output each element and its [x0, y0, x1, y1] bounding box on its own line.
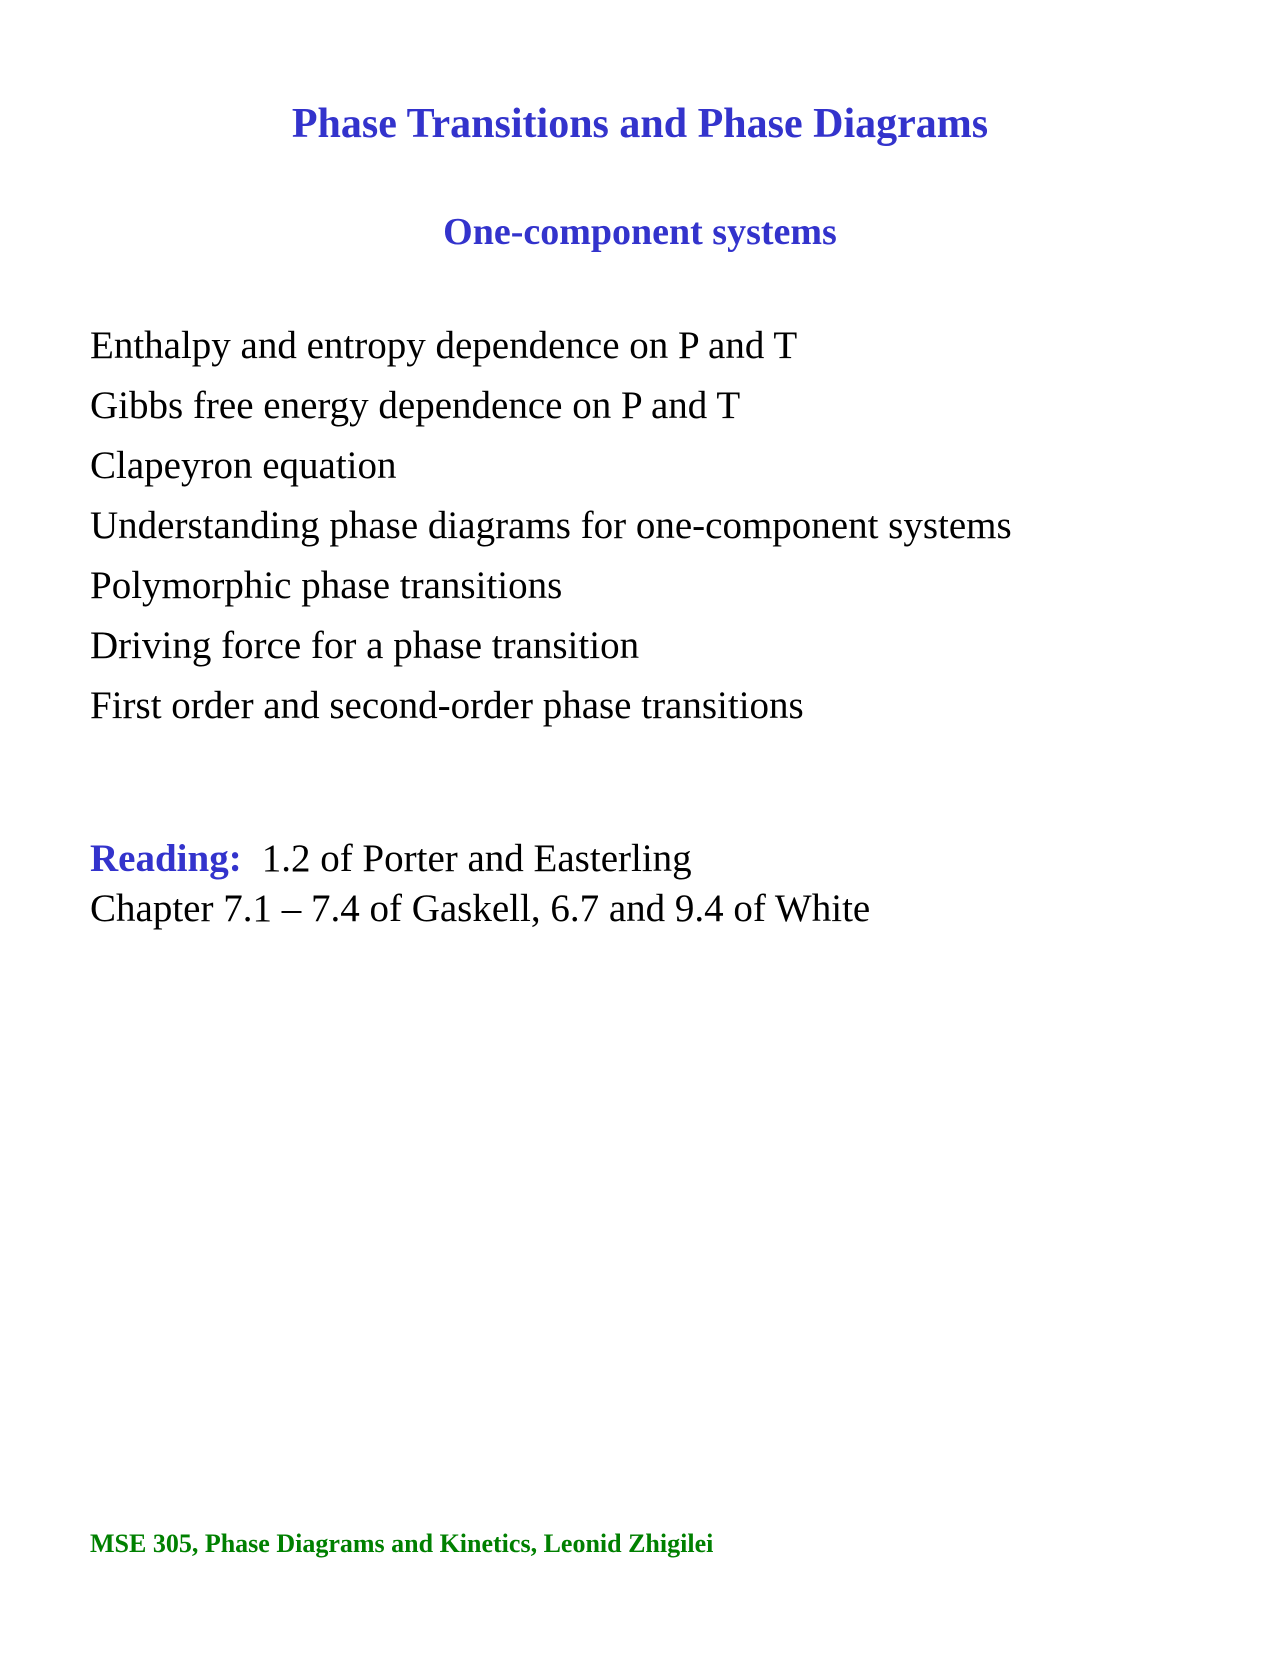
- topic-item: Enthalpy and entropy dependence on P and T: [90, 324, 798, 367]
- reading-label: Reading:: [90, 837, 242, 880]
- topic-item: First order and second-order phase transitions: [90, 684, 804, 727]
- page-footer: MSE 305, Phase Diagrams and Kinetics, Leonid Zhigilei: [90, 1529, 714, 1558]
- reading-text-1: 1.2 of Porter and Easterling: [261, 837, 692, 880]
- topic-item: Clapeyron equation: [90, 444, 397, 487]
- topic-item: Driving force for a phase transition: [90, 624, 640, 667]
- topic-list: [90, 316, 1012, 736]
- topic-item: Understanding phase diagrams for one-component systems: [90, 504, 1012, 547]
- reading-line-1: [90, 834, 870, 884]
- page-title: Phase Transitions and Phase Diagrams: [291, 101, 989, 147]
- topic-item: Polymorphic phase transitions: [90, 564, 563, 607]
- reading-section: [90, 834, 870, 934]
- page-subtitle: One-component systems: [443, 211, 837, 253]
- topic-item: Gibbs free energy dependence on P and T: [90, 384, 741, 427]
- reading-line-2: Chapter 7.1 – 7.4 of Gaskell, 6.7 and 9.4 of White: [90, 887, 871, 930]
